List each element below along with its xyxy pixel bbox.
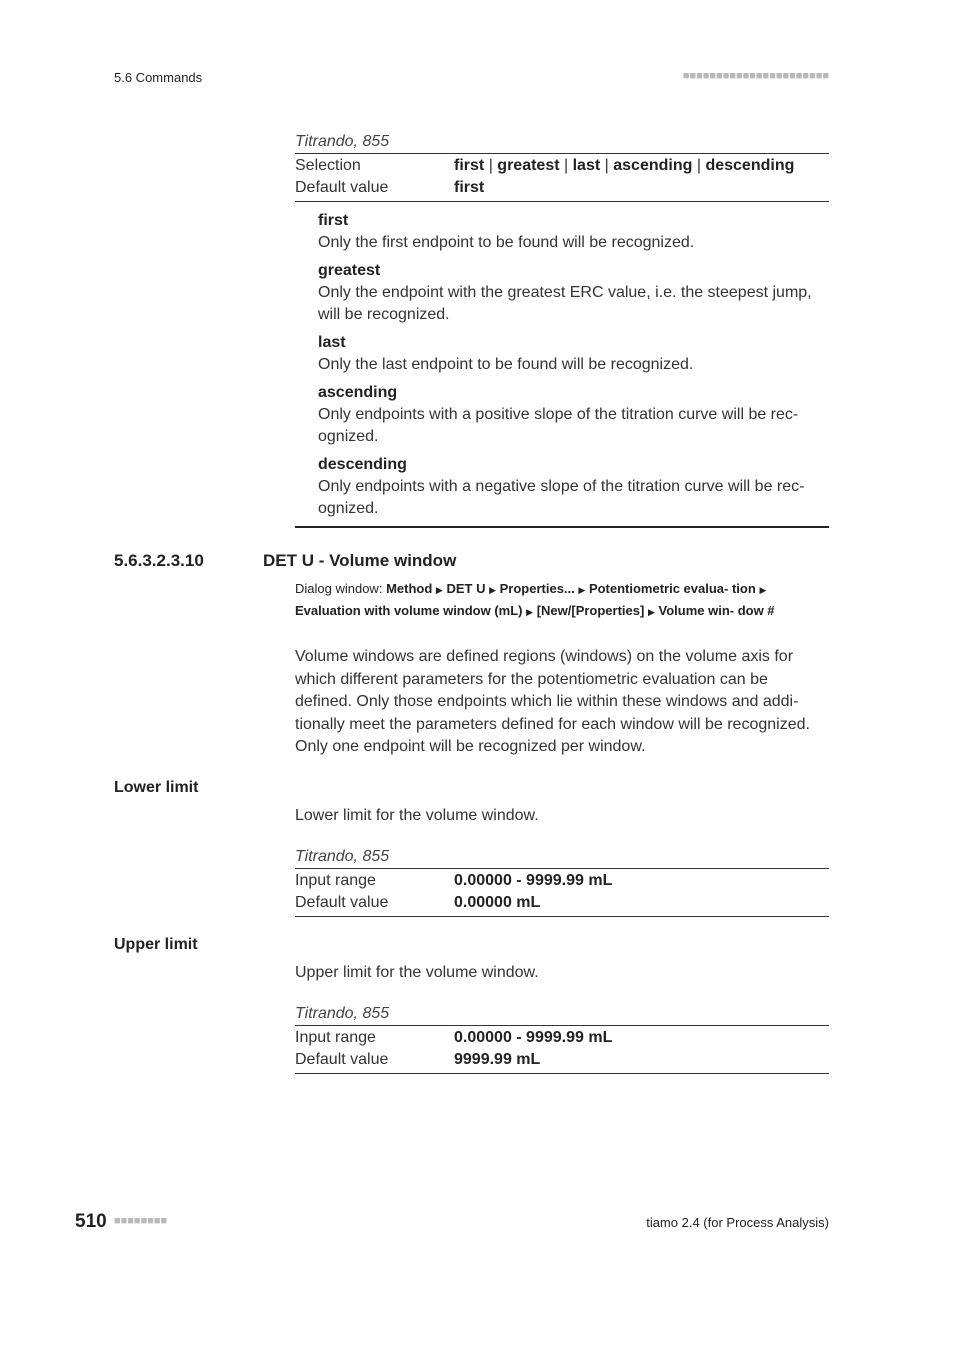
dialog-step: Properties... <box>499 581 575 596</box>
dialog-step: Method <box>386 581 433 596</box>
section-number: 5.6.3.2.3.10 <box>114 551 204 570</box>
table-row <box>295 870 829 892</box>
separator: | <box>696 157 701 174</box>
arrow-icon: ▶ <box>759 585 767 595</box>
table-row <box>295 1049 829 1071</box>
range-label: Input range <box>295 1029 376 1046</box>
option-name: last <box>318 334 346 351</box>
running-header-section: 5.6 Commands <box>114 70 203 85</box>
footer-product: tiamo 2.4 (for Process Analysis) <box>646 1215 829 1230</box>
range-value: 0.00000 - 9999.99 mL <box>454 1029 613 1046</box>
option-desc: Only the endpoint with the greatest ERC value, i.e. the steepest jump, will be recognized. <box>318 284 812 323</box>
table-body <box>295 868 829 917</box>
arrow-icon: ▶ <box>489 585 496 595</box>
section-title: DET U - Volume window <box>263 551 457 570</box>
page-number: 510 <box>75 1211 107 1232</box>
option-desc: Only endpoints with a negative slope of the titration curve will be rec- ognized. <box>318 478 805 517</box>
arrow-icon: ▶ <box>526 606 534 617</box>
default-value: 9999.99 mL <box>454 1051 541 1068</box>
selection-value: ascending <box>613 157 693 174</box>
upper-limit-heading: Upper limit <box>114 936 198 953</box>
intro-paragraph: Volume windows are defined regions (windows) on the volume axis for which different parameters for the potentiometric evaluation can be defined. Only those endpoints which lie within these windows and addi- tionally meet the parameters defined for each window will be recognized. Only one endpoint will be recognized per window. <box>295 648 810 755</box>
table-row <box>295 177 829 199</box>
table-row <box>295 155 829 177</box>
table-row <box>295 892 829 914</box>
selection-value: descending <box>705 157 795 174</box>
option-desc: Only the first endpoint to be found will be recognized. <box>318 234 695 251</box>
dialog-step: Potentiometric evalua- tion <box>588 581 756 596</box>
default-label: Default value <box>295 894 389 911</box>
separator: | <box>604 157 609 174</box>
selection-table <box>295 131 829 202</box>
dialog-step: [New/[Properties] <box>536 602 645 618</box>
option-name: ascending <box>318 384 398 401</box>
range-value: 0.00000 - 9999.99 mL <box>454 872 613 889</box>
table-body <box>295 153 829 202</box>
option-name: first <box>318 212 349 229</box>
option-list <box>318 210 828 526</box>
default-value: 0.00000 mL <box>454 894 541 911</box>
option-desc: Only the last endpoint to be found will be recognized. <box>318 356 694 373</box>
section-divider <box>295 526 829 528</box>
lower-limit-heading: Lower limit <box>114 779 199 796</box>
table-title: Titrando, 855 <box>295 133 390 150</box>
selection-value: greatest <box>497 157 560 174</box>
table-body <box>295 1025 829 1074</box>
table-title: Titrando, 855 <box>295 1005 390 1022</box>
selection-value: first <box>454 157 485 174</box>
header-dots-decoration: ■■■■■■■■■■■■■■■■■■■■■■ <box>682 70 829 82</box>
dialog-step: DET U <box>446 581 486 596</box>
dialog-step: Evaluation with volume window (mL) <box>295 602 523 618</box>
default-label: Default value <box>295 179 389 196</box>
lower-limit-desc: Lower limit for the volume window. <box>295 807 539 824</box>
dialog-path <box>295 579 829 622</box>
dialog-prefix: Dialog window: <box>295 581 383 596</box>
selection-value: last <box>572 157 601 174</box>
lower-limit-table <box>295 846 829 917</box>
separator: | <box>564 157 569 174</box>
table-title: Titrando, 855 <box>295 848 390 865</box>
footer-dots-decoration: ■■■■■■■■ <box>114 1215 168 1227</box>
selection-label: Selection <box>295 157 361 174</box>
option-name: greatest <box>318 262 381 279</box>
upper-limit-desc: Upper limit for the volume window. <box>295 964 539 981</box>
range-label: Input range <box>295 872 376 889</box>
upper-limit-table <box>295 1003 829 1074</box>
arrow-icon: ▶ <box>647 606 655 617</box>
default-value: first <box>454 179 485 196</box>
option-desc: Only endpoints with a positive slope of the titration curve will be rec- ognized. <box>318 406 799 445</box>
arrow-icon: ▶ <box>578 585 586 595</box>
arrow-icon: ▶ <box>435 585 443 595</box>
selection-values <box>454 155 794 177</box>
option-name: descending <box>318 456 407 473</box>
table-row <box>295 1027 829 1049</box>
default-label: Default value <box>295 1051 389 1068</box>
separator: | <box>488 157 493 174</box>
dialog-step: Volume win- dow # <box>658 602 775 618</box>
